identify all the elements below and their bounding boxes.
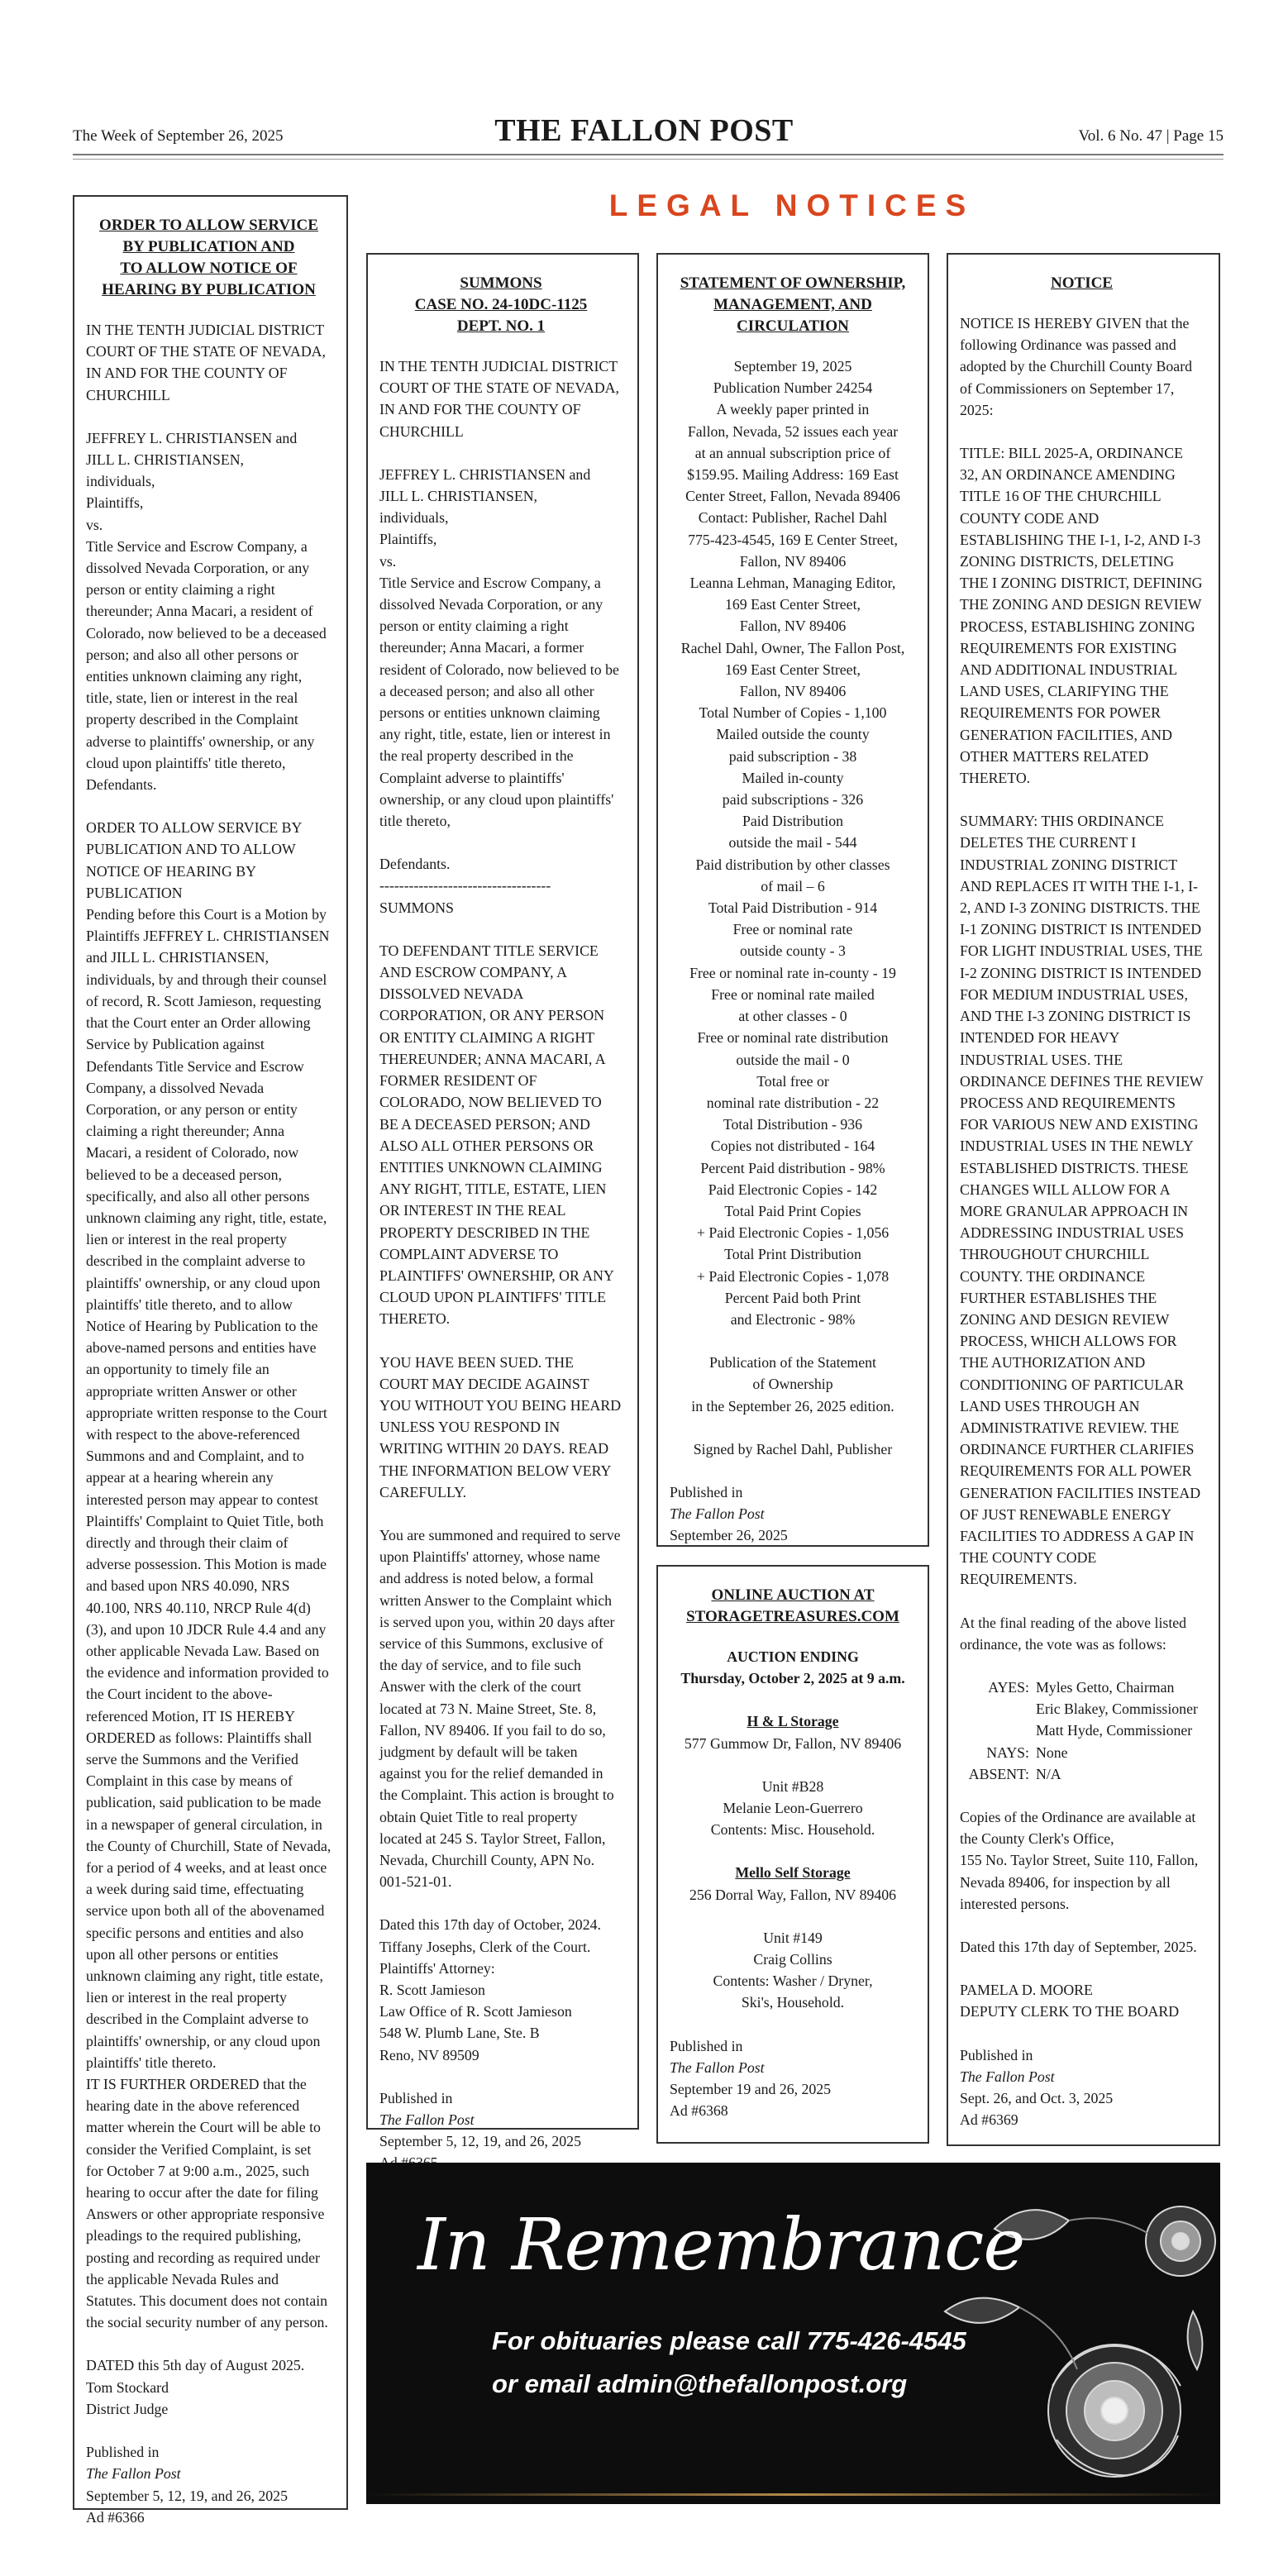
- order-ad: Ad #6366: [86, 2508, 145, 2526]
- order-court: IN THE TENTH JUDICIAL DISTRICT COURT OF THE STATE OF NEVADA, IN AND FOR THE COUNTY OF CHURCHILL: [86, 322, 326, 403]
- statement-body: September 19, 2025 Publication Number 24254 A weekly paper printed in Fallon, Nevada, 52 issues each year at an annual subscription price of $159.95. Mailing Address: 169 East Center Street, Fallon, Nevada 89406 Contact: Publisher, Rachel Dahl 775-423-4545, 169 E Center Street, Fallon, NV 89406 Leanna Lehman, Managing Editor, 169 East Center Street, Fallon, NV 89406 Rachel Dahl, Owner, The Fallon Post, 169 East Center Street, Fallon, NV 89406 Total Number of Copies - 1,100 Mailed outside the county paid subscription - 38 Mailed in-county paid subscriptions - 326 Paid Distribution outside the mail - 544 Paid distribution by other classes of mail – 6 Total Paid Distribution - 914 Free or nominal rate outside county - 3 Free or nominal rate in-county - 19 Free or nominal rate mailed at other classes - 0 Free or nominal rate distribution outside the mail - 0 Total free or nominal rate distribution - 22 Total Distribution - 936 Copies not distributed - 164 Percent Paid distribution - 98% Paid Electronic Copies - 142 Total Paid Print Copies + Paid Electronic Copies - 1,056 Total Print Distribution + Paid Electronic Copies - 1,078 Percent Paid both Print and Electronic - 98%: [680, 358, 905, 1328]
- order-paper: The Fallon Post: [86, 2465, 181, 2483]
- statement-publication-note: Publication of the Statement of Ownership in the September 26, 2025 edition.: [691, 1354, 894, 1414]
- order-published-label: Published in: [86, 2444, 160, 2461]
- summons-paper: The Fallon Post: [379, 2111, 475, 2129]
- notice-copies: Copies of the Ordinance are available at the County Clerk's Office, 155 No. Taylor Street, Suite 110, Fallon, Nevada 89406, for inspection by all interested persons.: [960, 1809, 1199, 1912]
- vote-ayes-value: Myles Getto, Chairman Eric Blakey, Commissioner Matt Hyde, Commissioner: [1036, 1678, 1198, 1739]
- auction-location-2-name: Mello Self Storage: [735, 1864, 851, 1882]
- summons-warning: YOU HAVE BEEN SUED. THE COURT MAY DECIDE AGAINST YOU WITHOUT YOU BEING HEARD UNLESS YOU RESPOND IN WRITING WITHIN 20 DAYS. READ THE INFORMATION BELOW VERY CAREFULLY.: [379, 1353, 622, 1500]
- obituary-email-line: or email admin@thefallonpost.org: [492, 2369, 908, 2398]
- notice-ad: Ad #6369: [960, 2111, 1018, 2129]
- masthead-rule-thin: [73, 159, 1224, 160]
- statement-paper: The Fallon Post: [670, 1505, 765, 1523]
- notice-ordinance-title: TITLE: BILL 2025-A, ORDINANCE 32, AN ORDINANCE AMENDING TITLE 16 OF THE CHURCHILL COUNTY CODE AND ESTABLISHING THE I-1, I-2, AND I-3 ZONING DISTRICTS, DELETING THE I ZONING DISTRICT, DEFINING THE ZONING AND DESIGN REVIEW PROCESS, ESTABLISHING ZONING REQUIREMENTS FOR EXISTING AND ADDITIONAL INDUSTRIAL LAND USES, CLARIFYING THE REQUIREMENTS FOR POWER GENERATION FACILITIES, AND OTHER MATTERS RELATED THERETO.: [960, 445, 1203, 787]
- ownership-statement: [656, 253, 929, 1547]
- auction-title: ONLINE AUCTION AT STORAGETREASURES.COM: [686, 1586, 899, 1625]
- auction-ending: AUCTION ENDING Thursday, October 2, 2025 at 9 a.m.: [680, 1648, 905, 1687]
- summons-published-label: Published in: [379, 2089, 453, 2106]
- section-title: LEGAL NOTICES: [608, 188, 976, 222]
- notice-dated: Dated this 17th day of September, 2025.: [960, 1939, 1197, 1956]
- summons-notice-text: TO DEFENDANT TITLE SERVICE AND ESCROW COMPANY, A DISSOLVED NEVADA CORPORATION, OR ANY PERSON OR ENTITY CLAIMING A RIGHT THEREUNDER; ANNA MACARI, A FORMER RESIDENT OF COLORADO, NOW BELIEVED TO BE A DECEASED PERSON; AND ALSO ALL OTHER PERSONS OR ENTITIES UNKNOWN CLAIMING ANY RIGHT, TITLE, ESTATE, LIEN OR INTEREST IN THE REAL PROPERTY DESCRIBED IN THE COMPLAINT ADVERSE TO PLAINTIFFS' OWNERSHIP, OR ANY CLOUD UPON PLAINTIFFS' TITLE THERETO.: [379, 942, 614, 1328]
- notice-summary: SUMMARY: THIS ORDINANCE DELETES THE CURRENT I INDUSTRIAL ZONING DISTRICT AND REPLACES IT WITH THE I-1, I-2, AND I-3 ZONING DISTRICTS. THE I-1 ZONING DISTRICT IS INTENDED FOR LIGHT INDUSTRIAL USES, THE I-2 ZONING DISTRICT IS INTENDED FOR MEDIUM INDUSTRIAL USES, AND THE I-3 ZONING DISTRICT IS INTENDED FOR HEAVY INDUSTRIAL USES. THE ORDINANCE DEFINES THE REVIEW PROCESS AND REQUIREMENTS FOR VARIOUS NEW AND EXISTING INDUSTRIAL USES IN THE NEWLY ESTABLISHED DISTRICTS. THESE CHANGES WILL ALLOW FOR A MORE GRANULAR APPROACH IN ADDRESSING INDUSTRIAL USES THROUGHOUT CHURCHILL COUNTY. THE ORDINANCE FURTHER ESTABLISHES THE ZONING AND DESIGN REVIEW PROCESS, WHICH ALLOWS FOR THE AUTHORIZATION AND CONDITIONING OF PARTICULAR LAND USES THROUGH AN ADMINISTRATIVE REVIEW. THE ORDINANCE FURTHER CLARIFIES REQUIREMENTS FOR ALL POWER GENERATION FACILITIES INSTEAD OF JUST RENEWABLE ENERGY FACILITIES TO ADDRESS A GAP IN THE COUNTY CODE REQUIREMENTS.: [960, 813, 1204, 1588]
- volume-page: Vol. 6 No. 47 | Page 15: [1078, 127, 1224, 145]
- statement-dates: September 26, 2025: [670, 1527, 788, 1544]
- auction-location-1-name: H & L Storage: [747, 1713, 839, 1730]
- obituary-phone-line: For obituaries please call 775-426-4545: [492, 2326, 966, 2355]
- summons-title: SUMMONS CASE NO. 24-10DC-1125 DEPT. NO. 1: [414, 274, 588, 335]
- vote-ayes-label: AYES:: [988, 1678, 1029, 1696]
- statement-signed: Signed by Rachel Dahl, Publisher: [693, 1440, 893, 1457]
- summons-signature: Dated this 17th day of October, 2024. Tiffany Josephs, Clerk of the Court. Plaintiffs' Attorney: R. Scott Jamieson Law Office of R. Scott Jamieson 548 W. Plumb Lane, Ste. B Reno, NV 89509: [379, 1916, 601, 2063]
- notice-signature: PAMELA D. MOORE DEPUTY CLERK TO THE BOARD: [960, 1982, 1180, 2020]
- issue-date: The Week of September 26, 2025: [73, 127, 284, 145]
- notice-paper: The Fallon Post: [960, 2068, 1055, 2085]
- auction-paper: The Fallon Post: [670, 2058, 765, 2076]
- newspaper-title: THE FALLON POST: [494, 113, 794, 148]
- masthead-rule: [73, 154, 1224, 155]
- summons-parties: JEFFREY L. CHRISTIANSEN and JILL L. CHRISTIANSEN, individuals, Plaintiffs, vs. Title Service and Escrow Company, a dissolved Nevada Corporation, or any person or entity claiming a right thereunder; Anna Macari, a former resident of Colorado, now believed to be a deceased person; and also all other persons or entities unknown claiming any right, title, estate, lien or interest in the real property described in the Complaint adverse to plaintiffs' ownership, or any cloud upon plaintiffs' title thereto,: [379, 465, 619, 830]
- vote-absent-value: N/A: [1036, 1765, 1061, 1782]
- gold-accent-line: [366, 2493, 1220, 2496]
- order-dates: September 5, 12, 19, and 26, 2025: [86, 2487, 288, 2504]
- ordinance-notice: [947, 253, 1220, 2146]
- auction-ad: Ad #6368: [670, 2102, 728, 2120]
- order-signature: DATED this 5th day of August 2025. Tom Stockard District Judge: [86, 2357, 305, 2417]
- summons-body: You are summoned and required to serve upon Plaintiffs' attorney, whose name and address is noted below, a formal written Answer to the Complaint which is served upon you, within 20 days after service of this Summons, exclusive of the day of service, and to file such Answer with the clerk of the court located at 73 N. Maine Street, Ste. 8, Fallon, NV 89406. If you fail to do so, judgment by default will be taken against you for the relief demanded in the Complaint. This action is brought to obtain Quiet Title to real property located at 245 S. Taylor Street, Fallon, Nevada, Churchill County, APN No. 001-521-01.: [379, 1526, 621, 1891]
- auction-notice: [656, 1565, 929, 2144]
- auction-location-2-unit: Unit #149 Craig Collins Contents: Washer / Dryner, Ski's, Household.: [713, 1929, 873, 2011]
- order-title: ORDER TO ALLOW SERVICE BY PUBLICATION AND TO ALLOW NOTICE OF HEARING BY PUBLICATION: [99, 217, 318, 298]
- statement-published-label: Published in: [670, 1483, 743, 1500]
- vote-table: [960, 1677, 1204, 1785]
- notice-title: NOTICE: [1051, 274, 1113, 292]
- summons-defendants: Defendants. ----------------------------------- SUMMONS: [379, 856, 551, 916]
- remembrance-banner: [366, 2163, 1220, 2504]
- auction-dates: September 19 and 26, 2025: [670, 2081, 832, 2098]
- auction-location-1-unit: Unit #B28 Melanie Leon-Guerrero Contents: Misc. Household.: [710, 1777, 875, 1839]
- order-body: Pending before this Court is a Motion by Plaintiffs JEFFREY L. CHRISTIANSEN and JILL L. CHRISTIANSEN, individuals, by and through their counsel of record, R. Scott Jamieson, requesting that the Court enter an Order allowing Service by Publication against Defendants Title Service and Escrow Company, a dissolved Nevada Corporation, or any person or entity claiming a right thereunder; Anna Macari, a resident of Colorado, now believed to be a deceased person, specifically, and also all other persons unknown claiming any right, title, estate, lien or interest in the real property described in the complaint adverse to plaintiffs' ownership, or any cloud upon plaintiffs' title thereto, and to allow Notice of Hearing by Publication to the above-named persons and entities have an opportunity to timely file an appropriate written Answer or other appropriate written response to the Court with respect to the above-referenced Summons and and Complaint, and to appear at a hearing wherein any interested person may appear to contest Plaintiffs' Complaint to Quiet Title, both directly and through their claim of adverse possession. This Motion is made and based upon NRS 40.090, NRS 40.100, NRS 40.110, NRCP Rule 4(d) (3), and upon 10 JDCR Rule 4.4 and any other applicable Nevada Law. Based on the evidence and information provided to the Court incident to the above-referenced Motion, IT IS HEREBY ORDERED as follows: Plaintiffs shall serve the Summons and the Verified Complaint in this case by means of publication, said publication to be made in a newspaper of general circulation, in the County of Churchill, State of Nevada, for a period of 4 weeks, and at least once a week during said time, effectuating service upon both all of the abovenamed specific persons and entities and also upon all other persons or entities unknown claiming any right, title estate, lien or interest in the real property described in the Complaint adverse to plaintiffs' ownership, or any cloud upon plaintiffs' title thereto. IT IS FURTHER ORDERED that the hearing date in the above referenced matter wherein the Court will be able to consider the Verified Complaint, is set for October 7 at 9:00 a.m., 2025, such hearing to occur after the date for filing Answers or other appropriate responsive pleadings to the required publishing, posting and recording as required under the applicable Nevada Rules and Statutes. This document does not contain the social security number of any person.: [86, 906, 332, 2331]
- notice-published-label: Published in: [960, 2046, 1033, 2063]
- auction-location-1-address: 577 Gummow Dr, Fallon, NV 89406: [684, 1734, 902, 1752]
- order-parties: JEFFREY L. CHRISTIANSEN and JILL L. CHRISTIANSEN, individuals, Plaintiffs, vs. Title Service and Escrow Company, a dissolved Nevada Corporation, or any person or entity claiming a right thereunder; Anna Macari, a resident of Colorado, now believed to be a deceased person; and also all other persons or entities unknown claiming any right, title, state, lien or interest in the real property described in the Complaint adverse to plaintiffs' ownership, or any cloud upon plaintiffs' title thereto, Defendants.: [86, 429, 327, 794]
- order-body-heading: ORDER TO ALLOW SERVICE BY PUBLICATION AND TO ALLOW NOTICE OF HEARING BY PUBLICATION: [86, 819, 302, 901]
- summons-court: IN THE TENTH JUDICIAL DISTRICT COURT OF THE STATE OF NEVADA, IN AND FOR THE COUNTY OF CHURCHILL: [379, 358, 619, 440]
- auction-location-2-address: 256 Dorral Way, Fallon, NV 89406: [689, 1886, 897, 1903]
- notice-dates: Sept. 26, and Oct. 3, 2025: [960, 2090, 1114, 2107]
- summons-notice: [366, 253, 639, 2150]
- vote-absent-label: ABSENT:: [968, 1765, 1029, 1782]
- vote-nays-label: NAYS:: [986, 1744, 1029, 1761]
- notice-vote-intro: At the final reading of the above listed ordinance, the vote was as follows:: [960, 1614, 1187, 1653]
- order-notice: [73, 195, 348, 2526]
- summons-dates: September 5, 12, 19, and 26, 2025: [379, 2133, 581, 2150]
- auction-published-label: Published in: [670, 2037, 743, 2054]
- remembrance-title: In Remembrance: [417, 2204, 1025, 2287]
- notice-intro: NOTICE IS HEREBY GIVEN that the following Ordinance was passed and adopted by the Churchill County Board of Commissioners on September 17, 2025:: [960, 315, 1193, 418]
- vote-nays-value: None: [1036, 1744, 1068, 1761]
- statement-title: STATEMENT OF OWNERSHIP, MANAGEMENT, AND CIRCULATION: [680, 274, 906, 335]
